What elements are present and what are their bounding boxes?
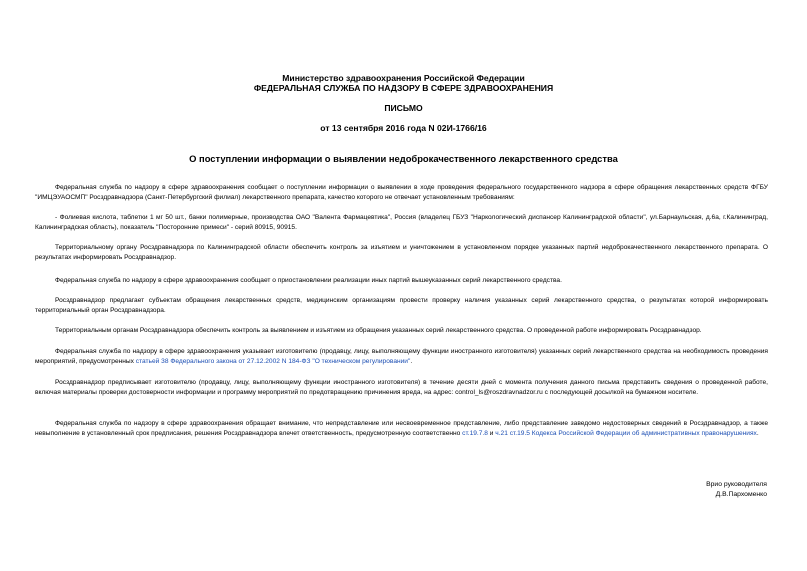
law-184fz-link[interactable]: статьей 38 Федерального закона от 27.12.2002 N 184-ФЗ "О техническом регулировании" bbox=[135, 358, 411, 365]
paragraph-1: Федеральная служба по надзору в сфере здравоохранения сообщает о поступлении информации о выявлении в ходе проведения федерального государственного надзора в сфере обращения лекарственных средств ФГБУ "ИМЦЭУАОСМП" Росздравнадзора (Санкт-Петербургский филиал) лекарственного препарата, качество которого не отвечает установленным требованиям: bbox=[35, 184, 768, 201]
paragraph-6: Территориальным органам Росздравнадзора обеспечить контроль за выявлением и изъятием из обращения указанных серий лекарственного средства. О проведенной работе информировать Росздравнадзор. bbox=[55, 327, 702, 334]
signature-position: Врио руководителя bbox=[706, 481, 767, 488]
paragraph-9-conjunction: и bbox=[487, 430, 496, 437]
document-type: ПИСЬМО bbox=[384, 103, 423, 113]
paragraph-4: Федеральная служба по надзору в сфере здравоохранения сообщает о приостановлении реализации иных партий вышеуказанных серий лекарственного средства. bbox=[55, 277, 562, 284]
document-title: О поступлении информации о выявлении недоброкачественного лекарственного средства bbox=[189, 153, 618, 164]
paragraph-7 bbox=[35, 347, 768, 367]
paragraph-5: Росздравнадзор предлагает субъектам обращения лекарственных средств, медицинским организациям провести проверку наличия указанных серий лекарственного средства, о результатах которой информировать территориальный орган Росздравнадзора. bbox=[35, 297, 768, 314]
paragraph-9-text: Федеральная служба по надзору в сфере здравоохранения обращает внимание, что непредставление или несвоевременное представление, либо представление заведомо недостоверных сведений в Росздравнадзор, а также невыполнение в установленный срок предписания, решения Росздравнадзора влечет ответственность, предусмотренную соответственно bbox=[35, 420, 768, 437]
article-19-7-8-link[interactable]: ст.19.7.8 bbox=[462, 430, 488, 437]
document-date-number: от 13 сентября 2016 года N 02И-1766/16 bbox=[320, 123, 487, 133]
paragraph-7-text: Федеральная служба по надзору в сфере здравоохранения указывает изготовителю (продавцу, лицу, выполняющему функции иностранного изготовителя) указанных серий лекарственного средства на необходимость проведения мероприятий, предусмотренных bbox=[35, 348, 768, 365]
article-19-5-koap-link[interactable]: ч.21 ст.19.5 Кодекса Российской Федерации об административных правонарушениях bbox=[495, 430, 757, 437]
signature-name: Д.В.Пархоменко bbox=[715, 491, 767, 498]
paragraph-8: Росздравнадзор предписывает изготовителю (продавцу, лицу, выполняющему функции иностранного изготовителя) в течение десяти дней с момента получения данного письма представить сведения о проведенной работе, включая материалы проверки достоверности информации и программу мероприятий по предотвращению причинения вреда, на адрес: control_ls@roszdravnadzor.ru с последующей досылкой на бумажном носителе. bbox=[35, 379, 768, 396]
paragraph-9 bbox=[35, 419, 768, 439]
paragraph-2: - Фолиевая кислота, таблетки 1 мг 50 шт., банки полимерные, производства ОАО "Валента Фармацевтика", Россия (владелец ГБУЗ "Наркологический диспансер Калининградской области", ул.Барнаульская, д.6а, г.Калининград, Калининградская область), показатель "Посторонние примеси" - серий 80915, 90915. bbox=[35, 214, 768, 231]
paragraph-3: Территориальному органу Росздравнадзора по Калининградской области обеспечить контроль за изъятием и уничтожением в установленном порядке указанных партий недоброкачественного лекарственного препарата. О результатах информировать Росздравнадзор. bbox=[35, 244, 768, 261]
paragraph-9-end: . bbox=[756, 430, 759, 437]
ministry-heading: Министерство здравоохранения Российской Федерации bbox=[282, 73, 525, 83]
service-heading: ФЕДЕРАЛЬНАЯ СЛУЖБА ПО НАДЗОРУ В СФЕРЕ ЗДРАВООХРАНЕНИЯ bbox=[253, 83, 554, 93]
paragraph-7-end: . bbox=[410, 358, 413, 365]
